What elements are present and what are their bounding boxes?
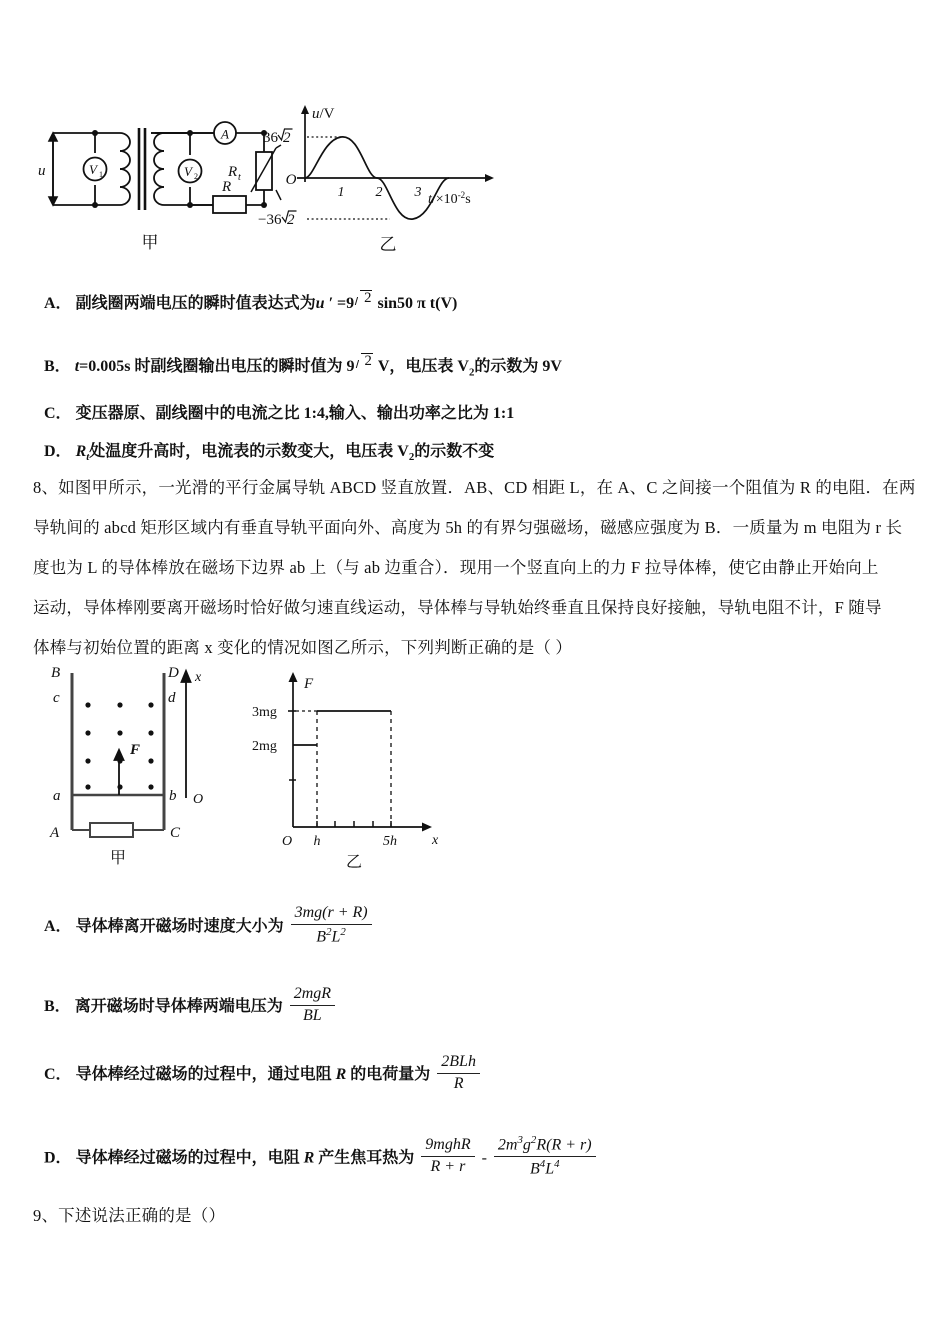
resistor-label: R	[222, 179, 232, 195]
figure-label-jia-7: 甲	[141, 233, 159, 252]
question9	[33, 1196, 225, 1236]
q8-option-b	[44, 987, 338, 1028]
svg-text:C: C	[170, 825, 181, 841]
q8-option-d-minus: -	[481, 1149, 487, 1167]
svg-text:3mg: 3mg	[252, 705, 277, 720]
thermistor-symbol	[251, 145, 281, 200]
q8-para3: 度也为 L 的导体棒放在磁场下边界 ab 上（与 ab 边重合）．现用一个竖直向上的力 F 拉导体棒，使它由静止开始向上	[33, 558, 879, 577]
q8-option-d-fraction1	[421, 1136, 474, 1177]
q7-option-b-mid: V，电压表 V	[377, 358, 469, 376]
q7-option-a-radical: 2	[355, 290, 372, 307]
rails-x-label: x	[195, 670, 202, 685]
voltmeter2-icon	[179, 160, 202, 183]
q7-option-d-sub: 2	[408, 451, 415, 464]
figure-label-yi-8: 乙	[345, 854, 363, 871]
q7-option-a-text: 副线圈两端电压的瞬时值表达式为	[75, 295, 316, 313]
question7-figures	[0, 0, 950, 270]
q8-para2: 导轨间的 abcd 矩形区域内有垂直导轨平面向外、高度为 5h 的有界匀强磁场，磁感应强度为 B．一质量为 m 电阻为 r 长	[33, 518, 903, 537]
q8-para1: 如图甲所示，一光滑的平行金属导轨 ABCD 竖直放置．AB、CD 相距 L，在 A、C 之间接一个阻值为 R 的电阻．在两	[58, 478, 916, 497]
svg-text:F: F	[304, 676, 314, 692]
q8-option-c-text2: 的电荷量为	[350, 1066, 431, 1084]
rails-corner-labels	[49, 665, 181, 841]
q8-para4: 运动，导体棒刚要离开磁场时恰好做匀速直线运动，导体棒与导轨始终垂直且保持良好接触，导轨电阻不计，F 随导	[33, 598, 882, 617]
q7-option-b-tail: 的示数为 9V	[474, 358, 562, 376]
q7-option-c-key: C．	[44, 405, 72, 422]
q8-option-c-key: C．	[44, 1066, 72, 1084]
source-voltage-label: u	[38, 163, 46, 179]
q7-option-d-text: 处温度升高时，电流表的示数变大，电压表 V	[89, 443, 409, 460]
q8-option-b-denominator: BL	[290, 1005, 335, 1026]
q8-option-c	[44, 1055, 483, 1096]
svg-text:h: h	[313, 834, 321, 849]
sine-wave-graph	[258, 105, 494, 228]
svg-text:u/V: u/V	[312, 106, 335, 122]
svg-text:D: D	[168, 665, 179, 681]
q7-option-a-eq: =9	[336, 295, 355, 313]
svg-text:3: 3	[414, 185, 422, 200]
q7-option-c-text: 变压器原、副线圈中的电流之比 1:4,输入、输出功率之比为 1:1	[75, 405, 515, 422]
q8-option-d-numerator1: 9mghR	[425, 1136, 471, 1154]
q8-option-c-denominator: R	[437, 1073, 480, 1094]
q8-option-d-denominator2: $B^4L^4$	[494, 1156, 596, 1179]
q7-option-a-var: u ′	[315, 295, 333, 313]
svg-text:b: b	[169, 788, 177, 804]
figure-label-yi-7: 乙	[379, 235, 397, 254]
q8-number: 8、	[33, 478, 59, 497]
q7-option-b-radical: 2	[356, 353, 373, 370]
svg-text:2: 2	[283, 130, 291, 146]
q7-option-a-tail: sin50 π t(V)	[377, 295, 458, 313]
svg-text:B: B	[51, 665, 61, 681]
q7-option-b	[44, 353, 562, 378]
svg-text:x: x	[432, 833, 439, 848]
q8-option-b-fraction	[290, 985, 335, 1026]
q7-option-d-key: D．	[44, 443, 72, 460]
svg-text:5h: 5h	[383, 834, 397, 849]
q8-option-d-var: R	[303, 1149, 315, 1167]
q8-option-d-text1: 导体棒经过磁场的过程中，电阻	[75, 1149, 300, 1167]
q8-option-a-denominator: $B^2L^2$	[291, 924, 372, 947]
q8-option-d-text2: 产生焦耳热为	[318, 1149, 415, 1167]
q8-option-c-text1: 导体棒经过磁场的过程中，通过电阻	[75, 1066, 332, 1084]
q7-option-b-lead: t	[74, 358, 80, 376]
q7-option-d	[44, 438, 494, 463]
question8-figures	[20, 655, 500, 880]
svg-text:2mg: 2mg	[252, 739, 277, 754]
voltmeter1-icon	[84, 158, 107, 181]
svg-text:2: 2	[287, 212, 295, 228]
svg-text:O: O	[282, 834, 293, 849]
q8-option-d-numerator2: $2m^3g^2R(R + r)$	[497, 1134, 592, 1154]
svg-text:A: A	[50, 825, 60, 841]
thermistor-label: R	[228, 164, 238, 180]
q9-number: 9、	[33, 1206, 59, 1225]
q8-option-c-fraction	[437, 1053, 480, 1094]
ammeter-icon	[214, 122, 236, 144]
q8-para5: 体棒与初始位置的距离 x 变化的情况如图乙所示，下列判断正确的是（ ）	[33, 638, 573, 657]
q8-option-a	[44, 906, 375, 949]
q7-option-d-sublead: t	[86, 451, 90, 464]
svg-text:1: 1	[99, 170, 103, 179]
q8-option-d-key: D．	[44, 1149, 72, 1167]
q7-option-a-key: A．	[44, 295, 72, 313]
resistor-symbol	[213, 196, 246, 213]
svg-text:V: V	[89, 162, 97, 177]
q8-option-b-key: B．	[44, 998, 71, 1016]
svg-text:36: 36	[263, 130, 278, 146]
figure-label-jia-8: 甲	[109, 850, 127, 867]
q7-option-a	[44, 290, 457, 313]
q7-option-b-key: B．	[44, 358, 71, 376]
svg-text:1: 1	[337, 185, 345, 200]
q8-option-d-fraction2	[494, 1134, 596, 1179]
q7-option-d-tail: 的示数不变	[414, 443, 495, 460]
svg-text:a: a	[53, 788, 61, 804]
x-axis-arrow	[182, 671, 191, 798]
svg-text:d: d	[168, 690, 176, 706]
q8-option-d	[44, 1136, 599, 1181]
q8-option-a-text: 导体棒离开磁场时速度大小为	[75, 918, 284, 936]
q8-option-d-denominator1: R + r	[421, 1156, 474, 1177]
svg-text:t/×10-2s: $t/\times 10^{-2}s$	[428, 190, 471, 207]
q7-option-b-text: =0.005s 时副线圈输出电压的瞬时值为 9	[79, 358, 355, 376]
q8-option-a-key: A．	[44, 918, 72, 936]
svg-text:V: V	[184, 164, 192, 179]
q8-option-b-text: 离开磁场时导体棒两端电压为	[74, 998, 283, 1016]
q9-text: 下述说法正确的是（）	[58, 1206, 226, 1225]
force-label: F	[130, 742, 141, 758]
q8-option-c-numerator: 2BLh	[441, 1053, 476, 1070]
q7-option-c	[44, 400, 514, 423]
q8-option-b-numerator: 2mgR	[293, 985, 332, 1002]
circuit-resistor-box	[90, 823, 133, 837]
q8-option-a-fraction	[291, 904, 372, 947]
svg-text:O: O	[285, 172, 297, 188]
thermistor-sub: t	[238, 172, 241, 183]
svg-text:c: c	[53, 690, 60, 706]
q8-option-a-numerator: 3mg(r + R)	[294, 904, 368, 921]
q7-option-d-lead: R	[75, 443, 87, 460]
force-displacement-graph	[252, 672, 439, 849]
source-voltage-arrow	[49, 133, 57, 205]
q8-option-c-var: R	[335, 1066, 347, 1084]
q7-option-b-sub: 2	[468, 366, 475, 379]
rails-origin-label: O	[193, 792, 204, 807]
svg-text:A: A	[221, 126, 229, 142]
svg-text:2: 2	[194, 172, 198, 181]
svg-text:2: 2	[375, 185, 383, 200]
question8-stem	[33, 468, 923, 668]
svg-text:−36: −36	[258, 212, 282, 228]
